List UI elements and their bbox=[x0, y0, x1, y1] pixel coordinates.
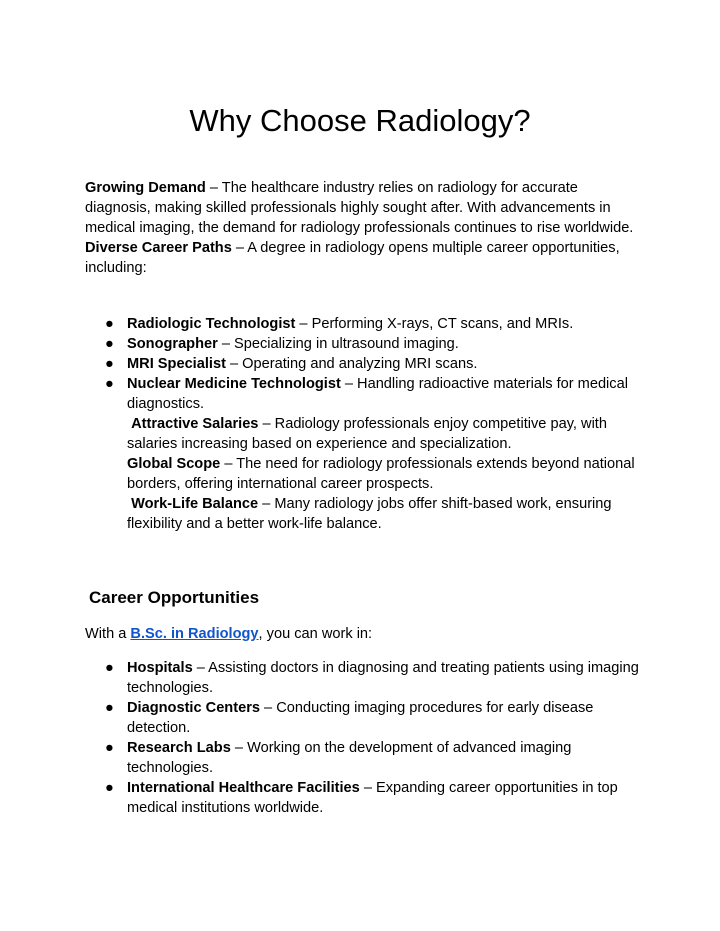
list-item-term: Sonographer bbox=[127, 336, 218, 352]
diverse-paths-term: Diverse Career Paths bbox=[85, 240, 232, 256]
list-item-term: Diagnostic Centers bbox=[127, 700, 260, 716]
list-item bbox=[85, 738, 645, 778]
bullet-icon: ● bbox=[105, 336, 114, 352]
bullet-icon: ● bbox=[105, 740, 114, 756]
list-item-term: Research Labs bbox=[127, 740, 231, 756]
bsc-radiology-link[interactable]: B.Sc. in Radiology bbox=[130, 626, 259, 642]
list-item bbox=[85, 658, 645, 698]
list-item-term: International Healthcare Facilities bbox=[127, 780, 360, 796]
extra-point-text: – Radiology professionals enjoy competitive pay, with salaries increasing based on experience and specialization. bbox=[127, 416, 607, 452]
extra-point-term: Global Scope bbox=[127, 456, 221, 472]
extra-point bbox=[127, 496, 612, 532]
list-item-text: – Expanding career opportunities in top medical institutions worldwide. bbox=[127, 780, 618, 816]
list-item-text: – Conducting imaging procedures for early disease detection. bbox=[127, 700, 594, 736]
bullet-icon: ● bbox=[105, 780, 114, 796]
section-lead bbox=[85, 624, 645, 644]
extra-point-term: Attractive Salaries bbox=[131, 416, 259, 432]
list-item-term: Radiologic Technologist bbox=[127, 316, 296, 332]
list-item-text: – Working on the development of advanced imaging technologies. bbox=[127, 740, 572, 776]
list-item-text: – Specializing in ultrasound imaging. bbox=[217, 336, 459, 352]
career-paths-list bbox=[85, 314, 645, 534]
extra-point bbox=[127, 456, 635, 492]
bullet-icon: ● bbox=[105, 376, 114, 392]
bullet-icon: ● bbox=[105, 316, 114, 332]
extra-point bbox=[127, 416, 607, 452]
workplace-list bbox=[85, 658, 645, 818]
list-item-term: MRI Specialist bbox=[127, 356, 226, 372]
bullet-icon: ● bbox=[105, 660, 114, 676]
list-item bbox=[85, 354, 645, 374]
diverse-paths-text: – A degree in radiology opens multiple career opportunities, including: bbox=[85, 240, 620, 276]
extra-points bbox=[85, 414, 645, 534]
list-item-text: – Assisting doctors in diagnosing and treating patients using imaging technologies. bbox=[127, 660, 639, 696]
list-item bbox=[85, 314, 645, 334]
list-item bbox=[85, 334, 645, 354]
list-item bbox=[85, 698, 645, 738]
list-item bbox=[85, 374, 645, 414]
extra-point-text: – Many radiology jobs offer shift-based work, ensuring flexibility and a better work-life balance. bbox=[127, 496, 612, 532]
section-heading: Career Opportunities bbox=[89, 588, 260, 607]
page-title: Why Choose Radiology? bbox=[189, 103, 531, 138]
extra-point-text: – The need for radiology professionals extends beyond national borders, offering international career prospects. bbox=[127, 456, 635, 492]
bullet-icon: ● bbox=[105, 700, 114, 716]
bullet-icon: ● bbox=[105, 356, 114, 372]
lead-text-after: , you can work in: bbox=[258, 626, 373, 642]
growing-demand-term: Growing Demand bbox=[85, 180, 206, 196]
growing-demand-text: – The healthcare industry relies on radiology for accurate diagnosis, making skilled professionals highly sought after. With advancements in medical imaging, the demand for radiology professionals continues to rise worldwide. bbox=[85, 180, 634, 236]
list-item-text: – Operating and analyzing MRI scans. bbox=[225, 356, 478, 372]
intro-paragraph bbox=[85, 178, 645, 278]
lead-text-before: With a bbox=[85, 626, 131, 642]
list-item-term: Hospitals bbox=[127, 660, 193, 676]
extra-point-term: Work-Life Balance bbox=[131, 496, 259, 512]
list-item-text: – Performing X-rays, CT scans, and MRIs. bbox=[295, 316, 574, 332]
list-item-text: – Handling radioactive materials for medical diagnostics. bbox=[127, 376, 628, 412]
list-item bbox=[85, 778, 645, 818]
list-item-term: Nuclear Medicine Technologist bbox=[127, 376, 341, 392]
